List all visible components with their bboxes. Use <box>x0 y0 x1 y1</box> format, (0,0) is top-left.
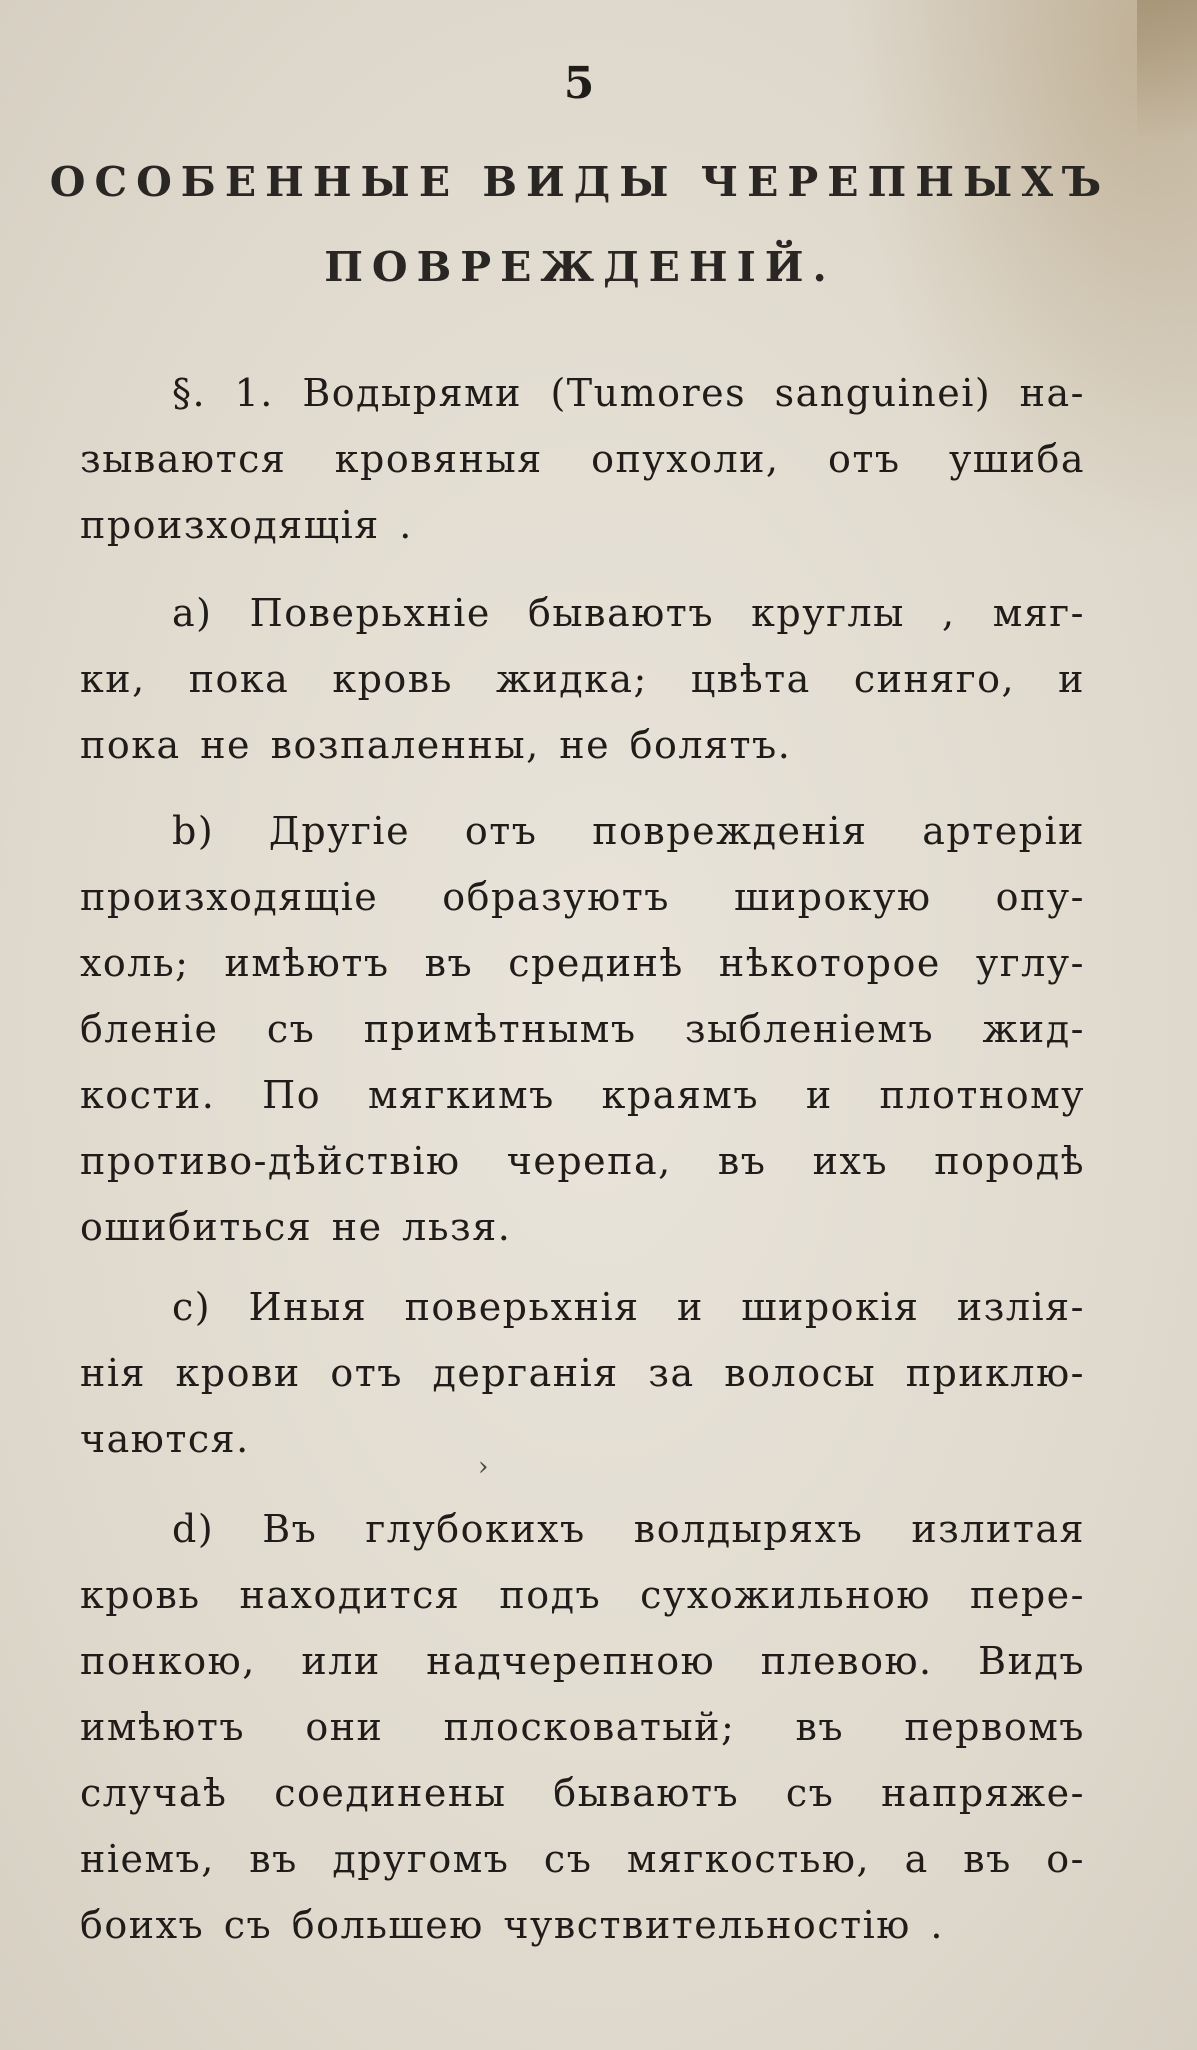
stray-mark: › <box>478 1452 489 1482</box>
text-line: кости. По мягкимъ краямъ и плотному <box>80 1073 1085 1117</box>
text-line: зываются кровяныя опухоли, отъ ушиба <box>80 437 1085 481</box>
paragraph-4 <box>80 1274 1085 1472</box>
text-line: произходящіе образуютъ широкую опу- <box>80 875 1085 919</box>
paragraph-2 <box>80 580 1085 778</box>
text-line: чаются. <box>80 1417 250 1461</box>
text-line: противо-дѣйствію черепа, въ ихъ породѣ <box>80 1139 1085 1183</box>
text-line: бленіе съ примѣтнымъ зыбленіемъ жид- <box>80 1007 1085 1051</box>
paragraph-3 <box>80 798 1085 1260</box>
text-line: произходящія . <box>80 503 413 547</box>
text-line: нія крови отъ дерганія за волосы приклю- <box>80 1351 1085 1395</box>
paragraph-5 <box>80 1496 1085 1958</box>
text-line: a) Поверьхніе бываютъ круглы , мяг- <box>172 591 1085 635</box>
text-line: ніемъ, въ другомъ съ мягкостью, а въ о- <box>80 1837 1085 1881</box>
text-line: боихъ съ большею чувствительностію . <box>80 1903 945 1947</box>
text-line: d) Въ глубокихъ волдыряхъ излитая <box>172 1507 1085 1551</box>
text-line: c) Иныя поверьхнія и широкія излія- <box>172 1285 1085 1329</box>
page-number: 5 <box>563 58 597 109</box>
text-line: b) Другіе отъ поврежденія артеріи <box>172 809 1085 853</box>
text-line: §. 1. Водырями (Tumores sanguinei) на- <box>172 371 1085 415</box>
text-line: пока не возпаленны, не болятъ. <box>80 723 792 767</box>
chapter-title-line-1: ОСОБЕННЫЕ ВИДЫ ЧЕРЕПНЫХЪ <box>49 158 1111 206</box>
text-line: ки, пока кровь жидка; цвѣта синяго, и <box>80 657 1085 701</box>
text-line: случаѣ соединены бываютъ съ напряже- <box>80 1771 1085 1815</box>
paragraph-1 <box>80 360 1085 558</box>
chapter-title-line-2: ПОВРЕЖДЕНІЙ. <box>324 243 836 291</box>
text-line: кровь находится подъ сухожильною пере- <box>80 1573 1085 1617</box>
text-line: понкою, или надчерепною плевою. Видъ <box>80 1639 1085 1683</box>
text-line: ошибиться не льзя. <box>80 1205 512 1249</box>
text-line: холь; имѣютъ въ срединѣ нѣкоторое углу- <box>80 941 1085 985</box>
text-line: имѣютъ они плосковатый; въ первомъ <box>80 1705 1085 1749</box>
